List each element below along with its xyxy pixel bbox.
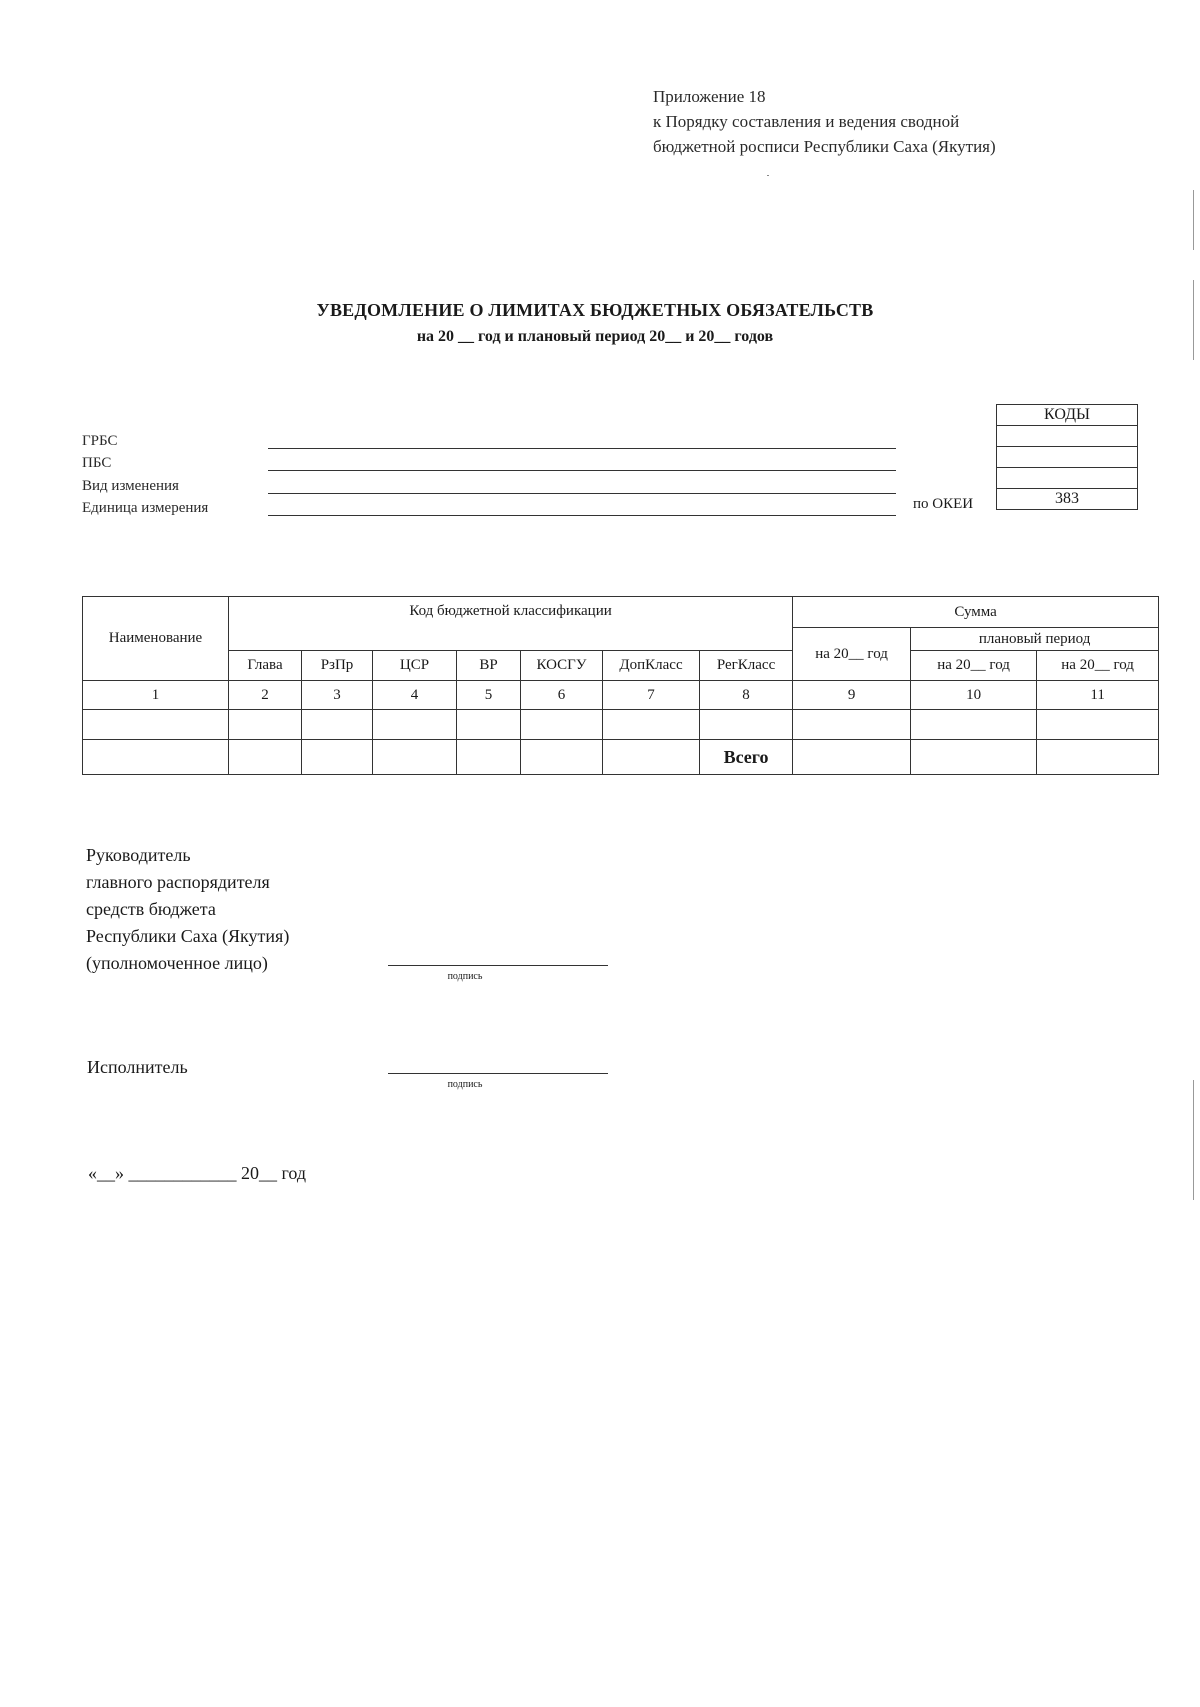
header-col-dopklass: ДопКласс — [603, 651, 700, 681]
header-col-glava: Глава — [229, 651, 302, 681]
document-title: УВЕДОМЛЕНИЕ О ЛИМИТАХ БЮДЖЕТНЫХ ОБЯЗАТЕЛЬСТВ — [316, 300, 874, 320]
scan-speck — [767, 175, 769, 176]
table-cell[interactable] — [83, 740, 229, 775]
header-sum: Сумма — [793, 597, 1159, 628]
executor-label: Исполнитель — [87, 1057, 188, 1077]
header-col-vr: ВР — [457, 651, 521, 681]
field-unit-line[interactable] — [268, 515, 896, 516]
table-row — [83, 710, 1159, 740]
scan-edge-mark — [1193, 1080, 1194, 1200]
table-cell[interactable] — [373, 710, 457, 740]
table-cell[interactable] — [302, 710, 373, 740]
codes-header: КОДЫ — [997, 405, 1138, 426]
col-number: 1 — [83, 681, 229, 710]
field-grbs-line[interactable] — [268, 448, 896, 449]
table-cell[interactable] — [373, 740, 457, 775]
col-number: 7 — [603, 681, 700, 710]
code-grbs-cell[interactable] — [997, 426, 1138, 447]
header-classification: Код бюджетной классификации — [229, 597, 793, 651]
code-change-cell[interactable] — [997, 468, 1138, 489]
col-number: 6 — [521, 681, 603, 710]
col-number: 3 — [302, 681, 373, 710]
table-cell[interactable] — [457, 710, 521, 740]
header-col-rzpr: РзПр — [302, 651, 373, 681]
okei-label: по ОКЕИ — [913, 496, 974, 512]
field-grbs-label: ГРБС — [82, 433, 118, 449]
signatory-line: (уполномоченное лицо) — [86, 953, 268, 973]
field-change-type-line[interactable] — [268, 493, 896, 494]
col-number: 11 — [1037, 681, 1159, 710]
date-line: «__» ____________ 20__ год — [88, 1163, 307, 1183]
signatory-line: главного распорядителя — [86, 872, 270, 892]
header-col-kosgu: КОСГУ — [521, 651, 603, 681]
col-number: 4 — [373, 681, 457, 710]
appendix-line-1: Приложение 18 — [653, 87, 766, 106]
col-number: 5 — [457, 681, 521, 710]
header-name: Наименование — [83, 597, 229, 681]
table-cell[interactable] — [521, 710, 603, 740]
appendix-header — [653, 84, 996, 159]
header-year-plan2: на 20__ год — [1037, 651, 1159, 681]
code-pbs-cell[interactable] — [997, 447, 1138, 468]
col-number: 8 — [700, 681, 793, 710]
header-year-current: на 20__ год — [793, 628, 911, 681]
scan-edge-mark — [1193, 190, 1194, 250]
table-cell[interactable] — [457, 740, 521, 775]
table-cell[interactable] — [521, 740, 603, 775]
document-subtitle: на 20 __ год и плановый период 20__ и 20__ годов — [416, 328, 774, 345]
scan-edge-mark — [1193, 280, 1194, 360]
table-cell[interactable] — [911, 710, 1037, 740]
header-col-csr: ЦСР — [373, 651, 457, 681]
codes-box — [996, 404, 1138, 510]
executor-signature-caption: подпись — [447, 1079, 483, 1090]
table-cell[interactable] — [1037, 710, 1159, 740]
col-number: 2 — [229, 681, 302, 710]
field-pbs-label: ПБС — [82, 455, 112, 471]
total-cell[interactable] — [793, 740, 911, 775]
field-unit-label: Единица измерения — [82, 500, 209, 516]
table-cell[interactable] — [302, 740, 373, 775]
limits-table — [82, 596, 1159, 775]
head-signature-caption: подпись — [447, 971, 483, 982]
total-row — [83, 740, 1159, 775]
code-okei-cell: 383 — [997, 489, 1138, 510]
signatory-line: Республики Саха (Якутия) — [86, 926, 290, 946]
col-number: 10 — [911, 681, 1037, 710]
field-change-type-label: Вид изменения — [82, 478, 179, 494]
total-cell[interactable] — [1037, 740, 1159, 775]
table-cell[interactable] — [229, 710, 302, 740]
table-cell[interactable] — [229, 740, 302, 775]
head-signature-line[interactable] — [388, 965, 608, 966]
executor-signature-line[interactable] — [388, 1073, 608, 1074]
table-cell[interactable] — [793, 710, 911, 740]
table-cell[interactable] — [603, 710, 700, 740]
field-pbs-line[interactable] — [268, 470, 896, 471]
total-label: Всего — [700, 740, 793, 775]
appendix-line-2: к Порядку составления и ведения сводной — [653, 112, 960, 131]
header-col-regklass: РегКласс — [700, 651, 793, 681]
table-cell[interactable] — [83, 710, 229, 740]
header-year-plan1: на 20__ год — [911, 651, 1037, 681]
table-cell[interactable] — [603, 740, 700, 775]
signatory-line: Руководитель — [86, 845, 191, 865]
total-cell[interactable] — [911, 740, 1037, 775]
signatory-line: средств бюджета — [86, 899, 216, 919]
appendix-line-3: бюджетной росписи Республики Саха (Якутия) — [653, 137, 996, 156]
table-cell[interactable] — [700, 710, 793, 740]
col-number: 9 — [793, 681, 911, 710]
head-signatory — [86, 842, 289, 977]
header-planned-period: плановый период — [911, 628, 1159, 651]
